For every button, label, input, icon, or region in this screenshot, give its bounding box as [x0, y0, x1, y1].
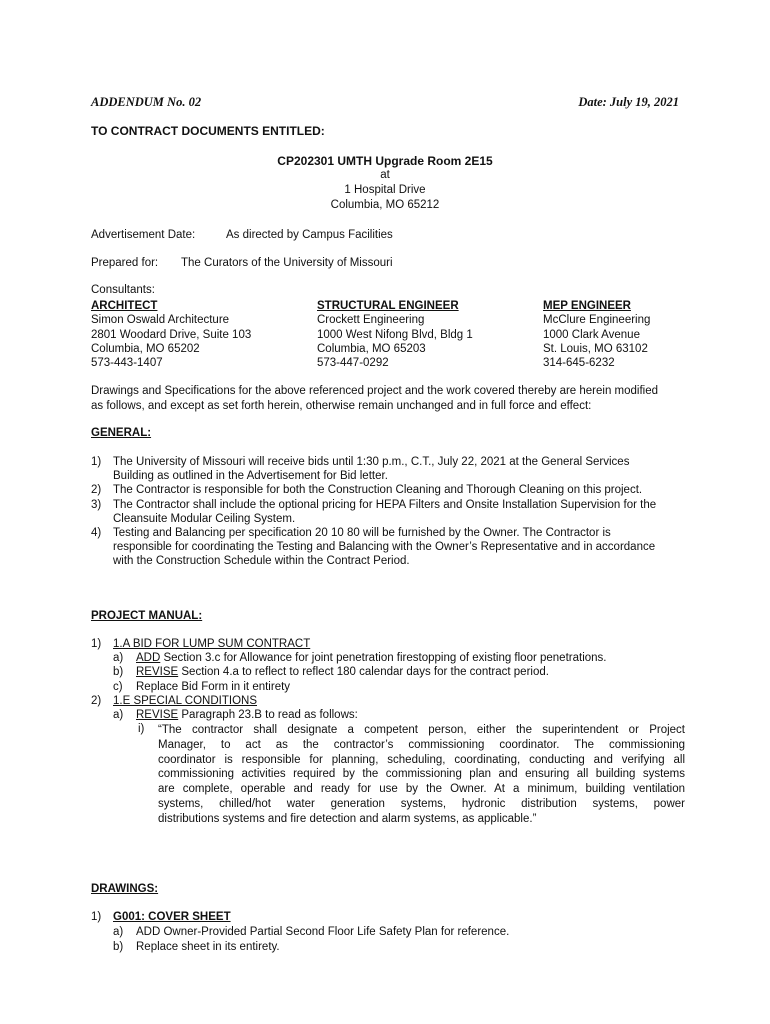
pm-item-number: 1)	[91, 638, 102, 650]
prepared-label: Prepared for:	[91, 257, 159, 269]
addendum-number: ADDENDUM No. 02	[91, 95, 202, 109]
drawing-sub-text: Replace sheet in its entirety.	[136, 941, 280, 953]
structural-line: 573-447-0292	[317, 357, 389, 370]
drawing-item-title: G001: COVER SHEET	[113, 911, 231, 923]
drawing-item-number: 1)	[91, 911, 102, 923]
quote-line: distributions systems and fire detection and alarm systems, as applicable.”	[158, 812, 537, 825]
mep-line: 1000 Clark Avenue	[543, 328, 640, 341]
advertisement-value: As directed by Campus Facilities	[226, 229, 393, 241]
item-number: 4)	[91, 526, 102, 539]
quote-line: “The contractor shall designate a competent person, either the superintendent or Project	[158, 724, 685, 736]
drawing-sub-text: ADD Owner-Provided Partial Second Floor Life Safety Plan for reference.	[136, 926, 510, 938]
pm-sub-letter: b)	[113, 666, 124, 678]
quote-line: Manager, to act as the contractor’s commissioning coordinator. The commissioning	[158, 738, 685, 751]
mep-line: 314-645-6232	[543, 357, 615, 370]
project-address-line2: Columbia, MO 65212	[330, 199, 440, 211]
pm-rest: Section 3.c for Allowance for joint penetration firestopping of existing floor penetrations.	[160, 652, 607, 664]
pm-sub-letter: c)	[113, 681, 123, 693]
quote-line: are complete, operable and ready for use by the Owner. At a minimum, building ventilation	[158, 783, 685, 796]
item-line: Cleansuite Modular Ceiling System.	[113, 512, 296, 525]
project-address-line1: 1 Hospital Drive	[344, 184, 426, 196]
architect-heading: ARCHITECT	[91, 300, 158, 312]
architect-line: 2801 Woodard Drive, Suite 103	[91, 328, 252, 341]
architect-line: Simon Oswald Architecture	[91, 314, 230, 327]
quote-line: systems, chilled/hot water generation systems, hydronic distribution systems, power	[158, 797, 685, 810]
architect-line: 573-443-1407	[91, 357, 163, 370]
pm-item-title: 1.A BID FOR LUMP SUM CONTRACT	[113, 638, 311, 650]
item-line: responsible for coordinating the Testing and Balancing with the Owner’s Representative and in accordance	[113, 541, 656, 554]
quote-line: coordinator is responsible for planning, scheduling, coordinating, conducting and verifying all	[158, 753, 685, 766]
general-heading: GENERAL:	[91, 427, 152, 439]
consultants-label: Consultants:	[91, 284, 155, 296]
intro-line: Drawings and Specifications for the above referenced project and the work covered thereby are herein modified	[91, 385, 659, 397]
item-number: 2)	[91, 484, 102, 497]
item-line: The Contractor shall include the optional pricing for HEPA Filters and Onsite Installation Supervision for the	[113, 498, 657, 511]
project-at: at	[380, 169, 390, 181]
pm-action: REVISE	[136, 709, 179, 721]
pm-item-title: 1.E SPECIAL CONDITIONS	[113, 695, 257, 707]
structural-line: Crockett Engineering	[317, 314, 425, 327]
drawing-sub-letter: b)	[113, 941, 124, 953]
structural-line: Columbia, MO 65203	[317, 342, 426, 355]
pm-sub-text	[136, 652, 607, 664]
item-line: Testing and Balancing per specification 20 10 80 will be furnished by the Owner. The Contractor is	[113, 526, 611, 539]
pm-item-number: 2)	[91, 695, 102, 707]
mep-line: St. Louis, MO 63102	[543, 342, 648, 355]
structural-line: 1000 West Nifong Blvd, Bldg 1	[317, 328, 473, 341]
consultant-mep	[543, 299, 650, 370]
item-line: The Contractor is responsible for both the Construction Cleaning and Thorough Cleaning on this project.	[113, 484, 643, 497]
structural-heading: STRUCTURAL ENGINEER	[317, 300, 459, 312]
pm-sub-text	[136, 709, 358, 721]
addendum-date: Date: July 19, 2021	[578, 95, 679, 109]
mep-heading: MEP ENGINEER	[543, 300, 631, 312]
project-name: CP202301 UMTH Upgrade Room 2E15	[277, 154, 493, 168]
project-manual-heading: PROJECT MANUAL:	[91, 610, 203, 622]
item-number: 1)	[91, 456, 102, 468]
pm-action: ADD	[136, 652, 161, 664]
item-line: with the Construction Schedule within the Contract Period.	[113, 555, 410, 568]
pm-sub-letter: a)	[113, 652, 124, 664]
drawings-heading: DRAWINGS:	[91, 883, 159, 895]
contract-title: TO CONTRACT DOCUMENTS ENTITLED:	[91, 124, 325, 138]
consultant-architect	[91, 299, 251, 370]
pm-rest: Paragraph 23.B to read as follows:	[178, 709, 358, 721]
item-line: Building as outlined in the Advertisement for Bid letter.	[113, 470, 388, 483]
pm-sub-letter: a)	[113, 709, 124, 721]
mep-line: McClure Engineering	[543, 314, 651, 327]
intro-line: as follows, and except as set forth herein, otherwise remain unchanged and in full force and effect:	[91, 399, 592, 412]
item-number: 3)	[91, 498, 102, 511]
pm-sub-text	[136, 666, 549, 678]
drawing-sub-letter: a)	[113, 926, 124, 938]
prepared-value: The Curators of the University of Missouri	[181, 257, 393, 269]
intro-paragraph	[91, 384, 658, 413]
pm-rest: Section 4.a to reflect to reflect 180 calendar days for the contract period.	[178, 666, 549, 678]
quoted-paragraph	[158, 723, 685, 827]
consultant-structural	[317, 299, 473, 370]
roman-numeral: i)	[138, 723, 145, 735]
pm-action: REVISE	[136, 666, 179, 678]
pm-sub-text: Replace Bid Form in it entirety	[136, 681, 291, 693]
architect-line: Columbia, MO 65202	[91, 342, 200, 355]
item-line: The University of Missouri will receive bids until 1:30 p.m., C.T., July 22, 2021 at the General Services	[113, 456, 630, 468]
advertisement-label: Advertisement Date:	[91, 229, 196, 241]
quote-line: commissioning activities required by the commissioning plan and ensuring all building systems	[158, 768, 685, 781]
